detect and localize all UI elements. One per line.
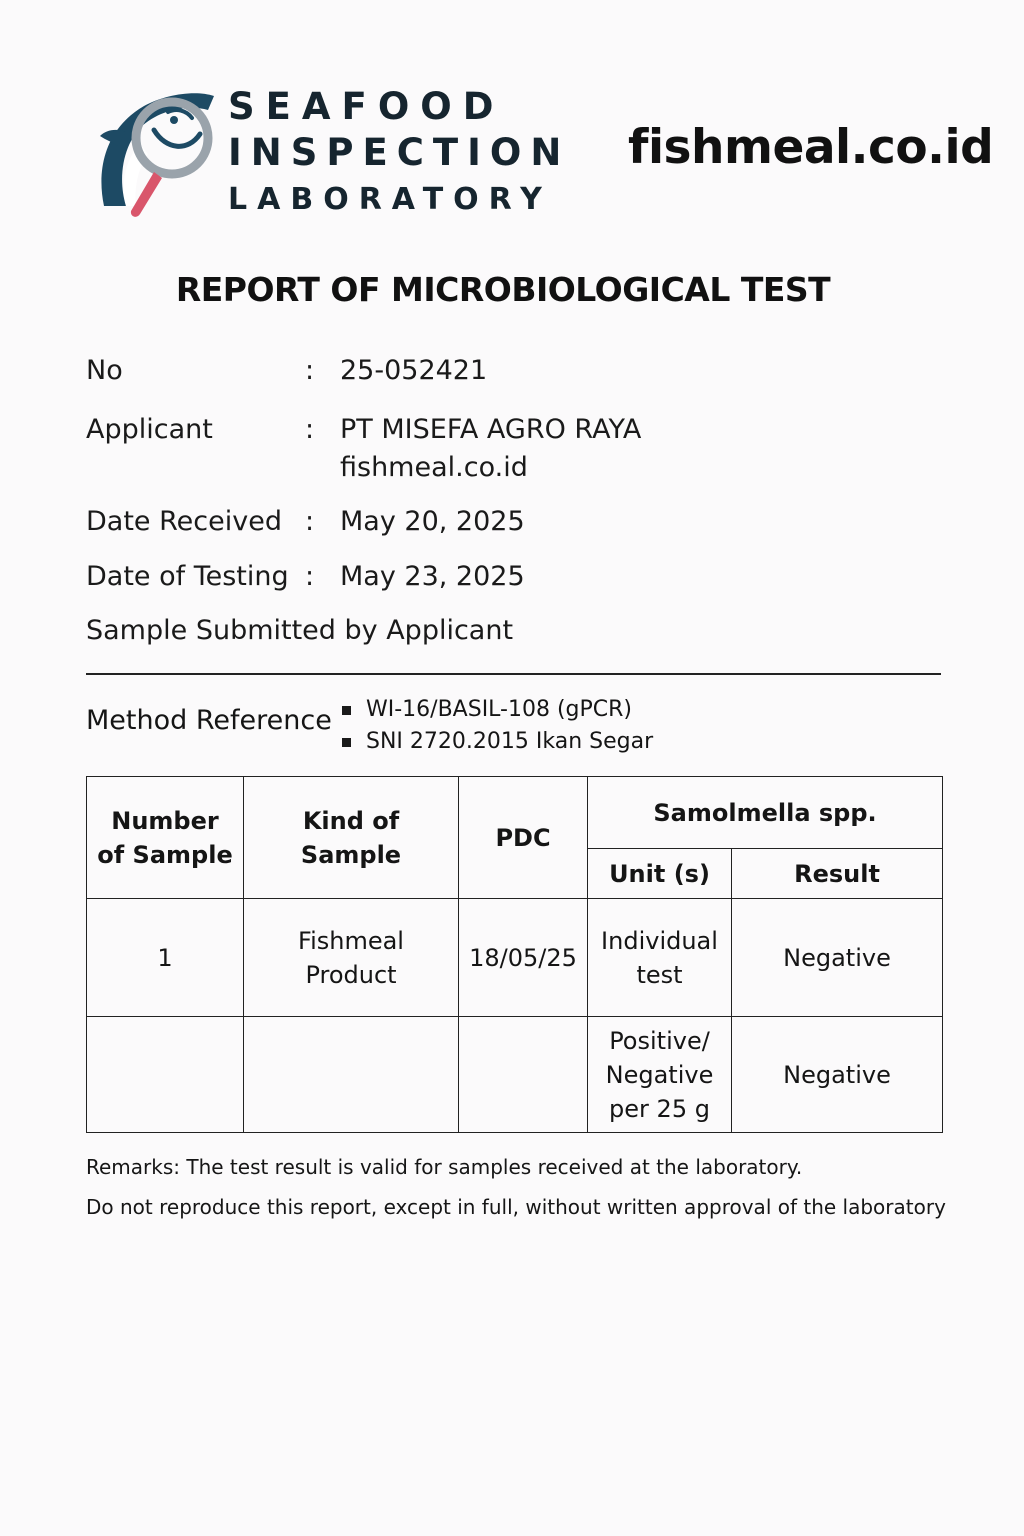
cell-result: Negative <box>732 899 943 1017</box>
cell-unit <box>588 1017 732 1133</box>
no-label: No <box>86 355 123 386</box>
cell-unit <box>588 899 732 1017</box>
cell-unit-line: Individual <box>601 926 718 955</box>
colon: : <box>305 561 315 592</box>
colon: : <box>305 506 315 537</box>
website-header: fishmeal.co.id <box>628 120 994 175</box>
lab-name-line: LABORATORY <box>228 182 552 217</box>
colon: : <box>305 355 315 386</box>
colon: : <box>305 414 315 445</box>
sample-note: Sample Submitted by Applicant <box>86 615 514 646</box>
header-kind-of-sample: Kind of Sample <box>244 777 459 899</box>
method-item: SNI 2720.2015 Ikan Segar <box>342 726 653 758</box>
results-table <box>86 776 943 1133</box>
applicant-website: fishmeal.co.id <box>340 452 528 483</box>
header-group: Samolmella spp. <box>588 777 943 849</box>
header-text: of Sample <box>97 840 233 869</box>
method-reference-label: Method Reference <box>86 705 332 736</box>
cell-unit-line: test <box>636 960 683 989</box>
header-pdc: PDC <box>459 777 588 899</box>
cell-kind: Fishmeal Product <box>244 899 459 1017</box>
fish-magnifier-icon <box>96 88 220 222</box>
cell-number <box>87 1017 244 1133</box>
date-testing-label: Date of Testing <box>86 561 289 592</box>
table-row <box>87 1017 943 1133</box>
cell-number: 1 <box>87 899 244 1017</box>
method-item: WI-16/BASIL-108 (gPCR) <box>342 694 653 726</box>
no-value: 25-052421 <box>340 355 488 386</box>
header-result: Result <box>732 849 943 899</box>
header-number-of-sample <box>87 777 244 899</box>
remark-line: Remarks: The test result is valid for samples received at the laboratory. <box>86 1155 803 1179</box>
method-reference-list <box>342 694 653 758</box>
cell-pdc: 18/05/25 <box>459 899 588 1017</box>
applicant-label: Applicant <box>86 414 213 445</box>
header-text: Number <box>111 806 219 835</box>
header-unit: Unit (s) <box>588 849 732 899</box>
cell-kind <box>244 1017 459 1133</box>
lab-name-line: SEAFOOD <box>228 85 505 128</box>
page-title: REPORT OF MICROBIOLOGICAL TEST <box>175 270 831 309</box>
cell-unit-line: Positive/ <box>609 1026 710 1055</box>
lab-name-line: INSPECTION <box>228 131 571 174</box>
cell-result: Negative <box>732 1017 943 1133</box>
cell-pdc <box>459 1017 588 1133</box>
cell-unit-line: per 25 g <box>609 1094 710 1123</box>
divider <box>86 673 941 675</box>
table-row <box>87 899 943 1017</box>
remark-line: Do not reproduce this report, except in full, without written approval of the laboratory <box>86 1195 946 1219</box>
date-testing-value: May 23, 2025 <box>340 561 525 592</box>
date-received-label: Date Received <box>86 506 282 537</box>
cell-unit-line: Negative <box>605 1060 714 1089</box>
applicant-value: PT MISEFA AGRO RAYA <box>340 414 642 445</box>
date-received-value: May 20, 2025 <box>340 506 525 537</box>
lab-name <box>228 85 571 217</box>
